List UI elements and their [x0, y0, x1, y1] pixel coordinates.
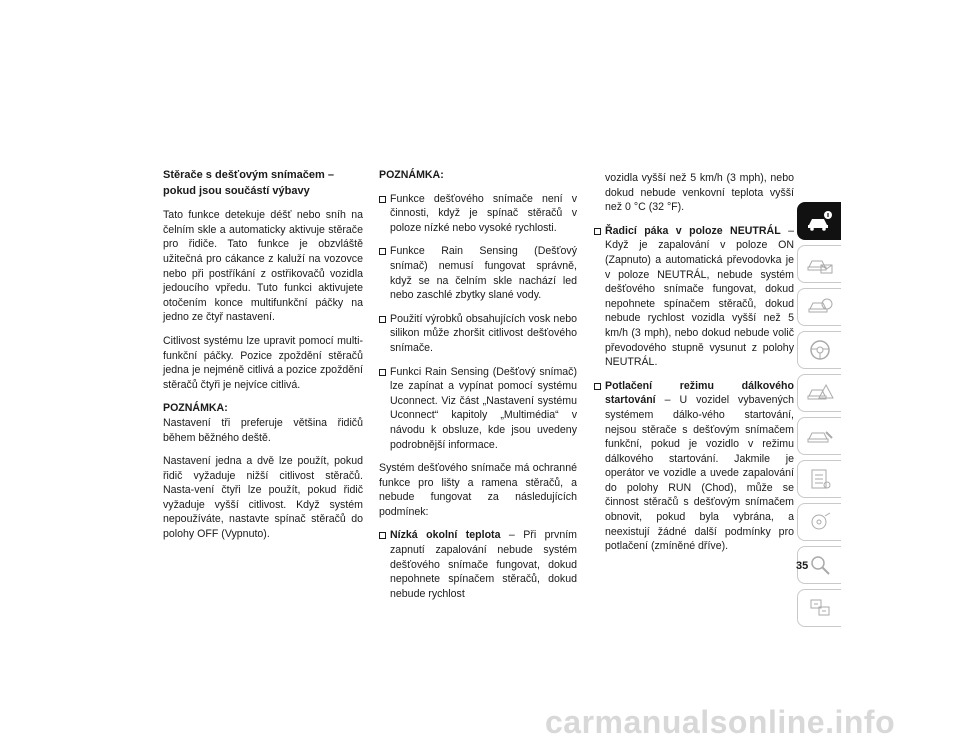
multimedia-icon: [806, 510, 834, 534]
tab-car-mail[interactable]: [797, 245, 841, 283]
paragraph-settings: Nastavení jedna a dvě lze použít, pokud řidič vyžaduje nižší citlivost stěračů. Nasta-vení čtyři lze použít, pokud řidič vyžaduje vyšší citlivost. Když systém nepoužíváte, nastavte spínač stěračů do polohy OFF (Vypnuto).: [163, 455, 363, 541]
condition-title: Potlačení režimu dálkového startování: [605, 379, 794, 407]
condition-list: [379, 528, 577, 601]
condition-title: Nízká okolní teplota: [390, 529, 501, 542]
bullet-square-icon: [379, 316, 386, 323]
car-safety-icon: [806, 295, 834, 319]
condition-text: – Když je zapalování v poloze ON (Zapnuto) a automatická převodovka je v poloze NEUTRÁL, nebude systém dešťového snímače fungovat, dokud nepohnete spínačem stěračů, dokud nebude rychlost vozidla vyšší než 5 km/h (3 mph), nebo dokud nebude volič převodového stupně vysunut z polohy NEUTRÁL.: [605, 224, 794, 369]
steering-wheel-icon: [806, 338, 834, 362]
page-number: 35: [796, 560, 809, 572]
note-block: [379, 168, 577, 183]
car-warning-icon: [806, 381, 834, 405]
list-item: Použití výrobků obsahujících vosk nebo silikon může zhoršit citlivost dešťového snímače.: [379, 312, 577, 356]
paragraph-sensitivity: Citlivost systému lze upravit pomocí multi-funkční páčky. Pozice zpoždění stěračů jedna je nejméně citlivá a pozice zpoždění stěračů čtyři je nejvíce citlivá.: [163, 334, 363, 391]
list-item-continued: vozidla vyšší než 5 km/h (3 mph), nebo dokud nebude venkovní teplota vyšší než 0 °C (32 °F).: [605, 172, 794, 214]
language-icon: [806, 596, 834, 620]
tab-maintenance[interactable]: [797, 460, 841, 498]
car-mail-icon: [806, 252, 834, 276]
search-icon: [806, 553, 834, 577]
list-item: [594, 379, 794, 554]
list-item: Funkce dešťového snímače není v činnosti, když je spínač stěračů v poloze nízké nebo vysoké rychlosti.: [379, 192, 577, 236]
bullet-square-icon: [379, 196, 386, 203]
note-label: POZNÁMKA:: [379, 169, 444, 181]
tab-car-service[interactable]: [797, 417, 841, 455]
tab-steering[interactable]: [797, 331, 841, 369]
bullet-square-icon: [379, 532, 386, 539]
column-1: [163, 168, 363, 551]
column-2: [379, 168, 577, 610]
bullet-square-icon: [379, 248, 386, 255]
list-item: [379, 528, 577, 601]
tab-language[interactable]: [797, 589, 841, 627]
list-item: [594, 224, 794, 370]
car-service-icon: [806, 424, 834, 448]
column-3: [594, 171, 794, 563]
bullet-square-icon: [594, 383, 601, 390]
note-list: [379, 192, 577, 453]
condition-text: – U vozidel vybavených systémem dálko-vého startování, nejsou stěrače s dešťovým snímačem funkční, pokud je vozidlo v režimu dálkového startování. Jakmile je operátor ve vozidle a uvede zapalování do polohy RUN (Chod), může se činnost stěračů s dešťovým snímačem obnovit, pokud byla vybrána, a neexistují žádné další podmínky pro potlačení (zmíněné dříve).: [605, 394, 794, 553]
list-item: Funkci Rain Sensing (Dešťový snímač) lze zapínat a vypínat pomocí systému Uconnect. Viz část „Nastavení systému Uconnect“ kapitoly „Multimédia“ v návodu k obsluze, kde jsou uvedeny podrobnější informace.: [379, 365, 577, 453]
condition-title: Řadicí páka v poloze NEUTRÁL: [605, 224, 781, 237]
tab-car-safety[interactable]: [797, 288, 841, 326]
condition-list: [594, 171, 794, 554]
note-label: POZNÁMKA:: [163, 402, 228, 415]
maintenance-list-icon: [806, 467, 834, 491]
section-heading: Stěrače s dešťovým snímačem – pokud jsou součástí výbavy: [163, 169, 334, 197]
note-block: [163, 401, 363, 445]
paragraph-protection: Systém dešťového snímače má ochranné funkce pro lišty a ramena stěračů, a nebude fungovat za následujících podmínek:: [379, 462, 577, 518]
condition-text: – Při prvním zapnutí zapalování nebude systém dešťového snímače fungovat, dokud nepohnete spínačem stěračů, dokud nebude rychlost: [390, 529, 577, 600]
note-text: Nastavení tři preferuje většina řidičů během běžného deště.: [163, 416, 363, 444]
paragraph-intro: Tato funkce detekuje déšť nebo sníh na čelním skle a automaticky aktivuje stěrače pro řidiče. Tato funkce je obzvláště užitečná pro cákance z kaluží na vozovce nebo při postříkání z ostřikovačů vozidla jedoucího vpředu. Tuto funkci aktivujete otočením konce multifunkční páčky na jedno ze čtyř nastavení.: [163, 209, 363, 324]
car-info-icon: [806, 209, 834, 233]
list-item: Funkce Rain Sensing (Dešťový snímač) nemusí fungovat správně, když se na čelním skle nachází led nebo zaschlé zbytky slané vody.: [379, 244, 577, 302]
watermark: carmanualsonline.info: [545, 704, 896, 740]
bullet-square-icon: [594, 228, 601, 235]
tab-car-warning[interactable]: [797, 374, 841, 412]
tab-multimedia[interactable]: [797, 503, 841, 541]
tab-car-info[interactable]: [797, 202, 841, 240]
bullet-square-icon: [379, 369, 386, 376]
